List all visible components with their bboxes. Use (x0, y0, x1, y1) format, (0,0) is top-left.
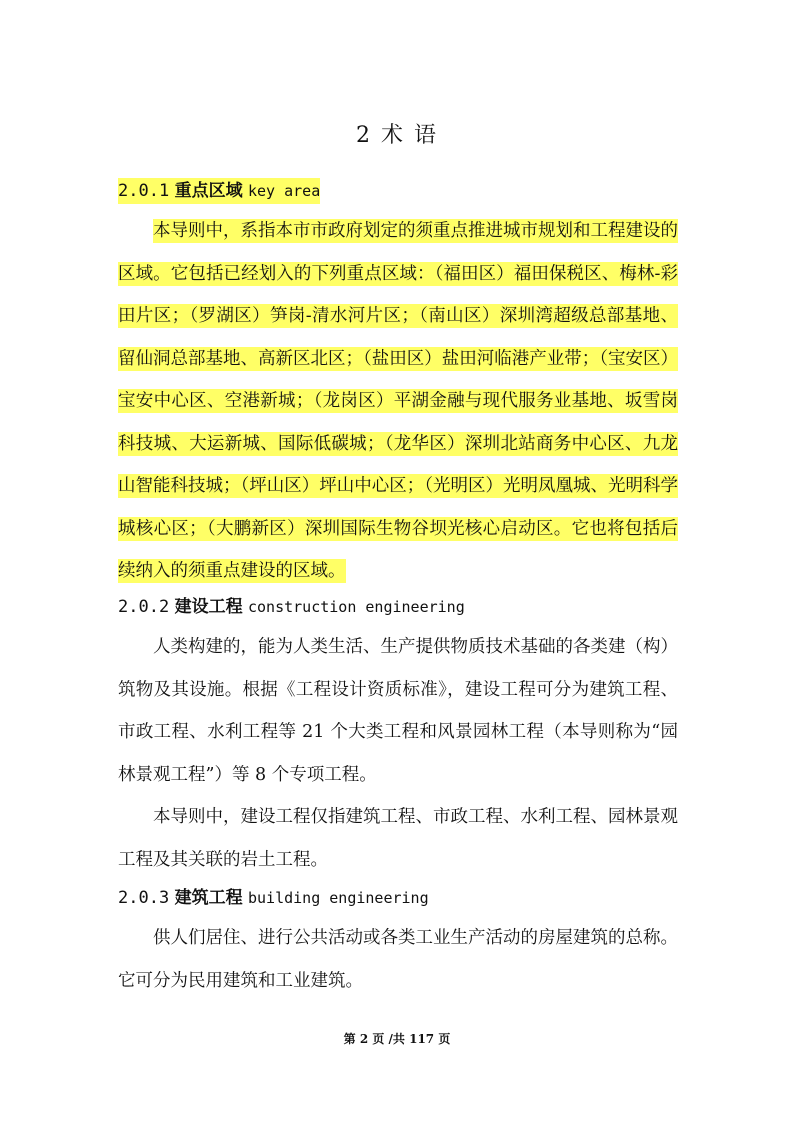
page-footer: 第 2 页 /共 117 页 (343, 1032, 451, 1046)
section-heading-building-engineering (118, 885, 429, 911)
section-number: 2.0.3 (118, 888, 170, 908)
section-heading-construction-engineering (118, 594, 465, 620)
definition-paragraph: 本导则中，建设工程仅指建筑工程、市政工程、水利工程、园林景观工程及其关联的岩土工程。 (118, 807, 678, 870)
definition-paragraph: 人类构建的，能为人类生活、生产提供物质技术基础的各类建（构）筑物及其设施。根据《工程设计资质标准》，建设工程可分为建筑工程、市政工程、水利工程等 21 个大类工程和风景园林工程（本导则称为“园林景观工程”）等 8 个专项工程。 (118, 637, 678, 785)
section-heading-key-area (118, 178, 320, 204)
section-term-english: key area (248, 182, 321, 200)
chapter-title: 2 术 语 (356, 123, 438, 148)
section-term: 重点区域 (174, 181, 243, 201)
section-number: 2.0.1 (118, 181, 170, 201)
section-term: 建设工程 (174, 597, 243, 617)
highlighted-text: 本导则中，系指本市市政府划定的须重点推进城市规划和工程建设的区域。它包括已经划入的下列重点区域：（福田区）福田保税区、梅林-彩田片区；（罗湖区）笋岗-清水河片区；（南山区）深圳湾超级总部基地、留仙洞总部基地、高新区北区；（盐田区）盐田河临港产业带；（宝安区）宝安中心区、空港新城；（龙岗区）平湖金融与现代服务业基地、坂雪岗科技城、大运新城、国际低碳城；（龙华区）深圳北站商务中心区、九龙山智能科技城；（坪山区）坪山中心区；（光明区）光明凤凰城、光明科学城核心区；（大鹏新区）深圳国际生物谷坝光核心启动区。它也将包括后续纳入的须重点建设的区域。 (118, 221, 678, 581)
definition-paragraph (118, 210, 678, 593)
section-term: 建筑工程 (174, 888, 243, 908)
section-number: 2.0.2 (118, 597, 170, 617)
definition-paragraph: 供人们居住、进行公共活动或各类工业生产活动的房屋建筑的总称。它可分为民用建筑和工业建筑。 (118, 928, 678, 991)
section-term-english: building engineering (248, 889, 429, 907)
section-term-english: construction engineering (248, 598, 465, 616)
